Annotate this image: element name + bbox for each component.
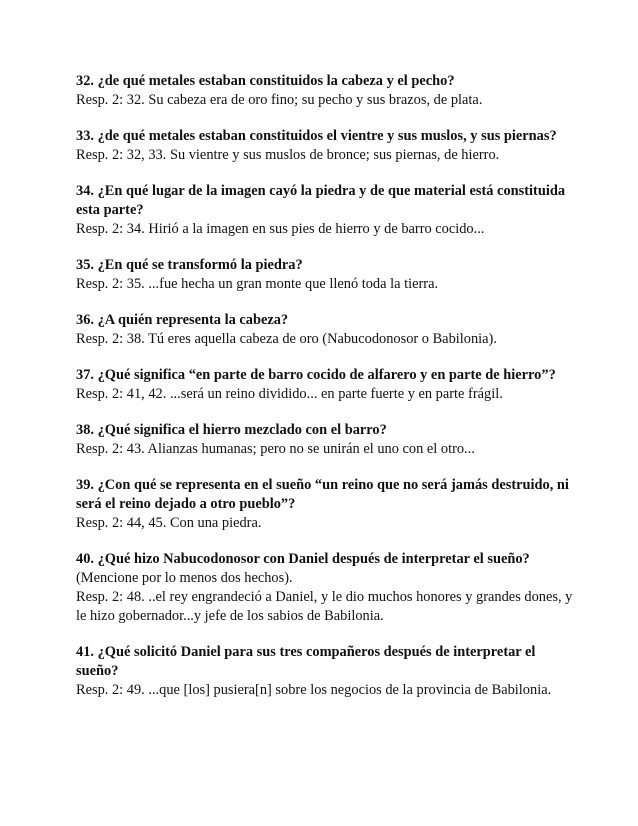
question-item-37 xyxy=(76,366,578,404)
answer-text: Resp. 2: 32, 33. Su vientre y sus muslos de bronce; sus piernas, de hierro. xyxy=(76,147,500,163)
question-text: 40. ¿Qué hizo Nabucodonosor con Daniel después de interpretar el sueño? xyxy=(76,551,530,567)
question-item-32 xyxy=(76,72,578,110)
answer-text: Resp. 2: 41, 42. ...será un reino dividido... en parte fuerte y en parte frágil. xyxy=(76,386,503,402)
question-note: (Mencione por lo menos dos hechos). xyxy=(76,570,293,586)
question-text: 36. ¿A quién representa la cabeza? xyxy=(76,312,289,328)
answer-text: Resp. 2: 49. ...que [los] pusiera[n] sobre los negocios de la provincia de Babilonia. xyxy=(76,682,552,698)
question-item-35 xyxy=(76,256,578,294)
question-text: 33. ¿de qué metales estaban constituidos el vientre y sus muslos, y sus piernas? xyxy=(76,128,557,144)
question-text: 34. ¿En qué lugar de la imagen cayó la piedra y de que material está constituida esta parte? xyxy=(76,183,566,218)
question-text: 32. ¿de qué metales estaban constituidos la cabeza y el pecho? xyxy=(76,73,455,89)
question-item-39 xyxy=(76,476,578,533)
question-item-33 xyxy=(76,127,578,165)
question-text: 38. ¿Qué significa el hierro mezclado con el barro? xyxy=(76,422,387,438)
question-text: 41. ¿Qué solicitó Daniel para sus tres compañeros después de interpretar el sueño? xyxy=(76,644,536,679)
question-text: 35. ¿En qué se transformó la piedra? xyxy=(76,257,303,273)
question-item-40 xyxy=(76,550,578,626)
answer-text: Resp. 2: 38. Tú eres aquella cabeza de oro (Nabucodonosor o Babilonia). xyxy=(76,331,497,347)
question-text: 37. ¿Qué significa “en parte de barro cocido de alfarero y en parte de hierro”? xyxy=(76,367,556,383)
answer-text: Resp. 2: 34. Hirió a la imagen en sus pies de hierro y de barro cocido... xyxy=(76,221,485,237)
question-item-41 xyxy=(76,643,578,700)
answer-text: Resp. 2: 32. Su cabeza era de oro fino; su pecho y sus brazos, de plata. xyxy=(76,92,483,108)
answer-text: Resp. 2: 43. Alianzas humanas; pero no se unirán el uno con el otro... xyxy=(76,441,475,457)
answer-text: Resp. 2: 35. ...fue hecha un gran monte que llenó toda la tierra. xyxy=(76,276,439,292)
question-item-34 xyxy=(76,182,578,239)
question-item-36 xyxy=(76,311,578,349)
question-text: 39. ¿Con qué se representa en el sueño “un reino que no será jamás destruido, ni será el reino dejado a otro pueblo”? xyxy=(76,477,569,512)
answer-text: Resp. 2: 44, 45. Con una piedra. xyxy=(76,515,262,531)
answer-text: Resp. 2: 48. ..el rey engrandeció a Daniel, y le dio muchos honores y grandes dones, y le hizo gobernador...y jefe de los sabios de Babilonia. xyxy=(76,589,573,624)
question-item-38 xyxy=(76,421,578,459)
